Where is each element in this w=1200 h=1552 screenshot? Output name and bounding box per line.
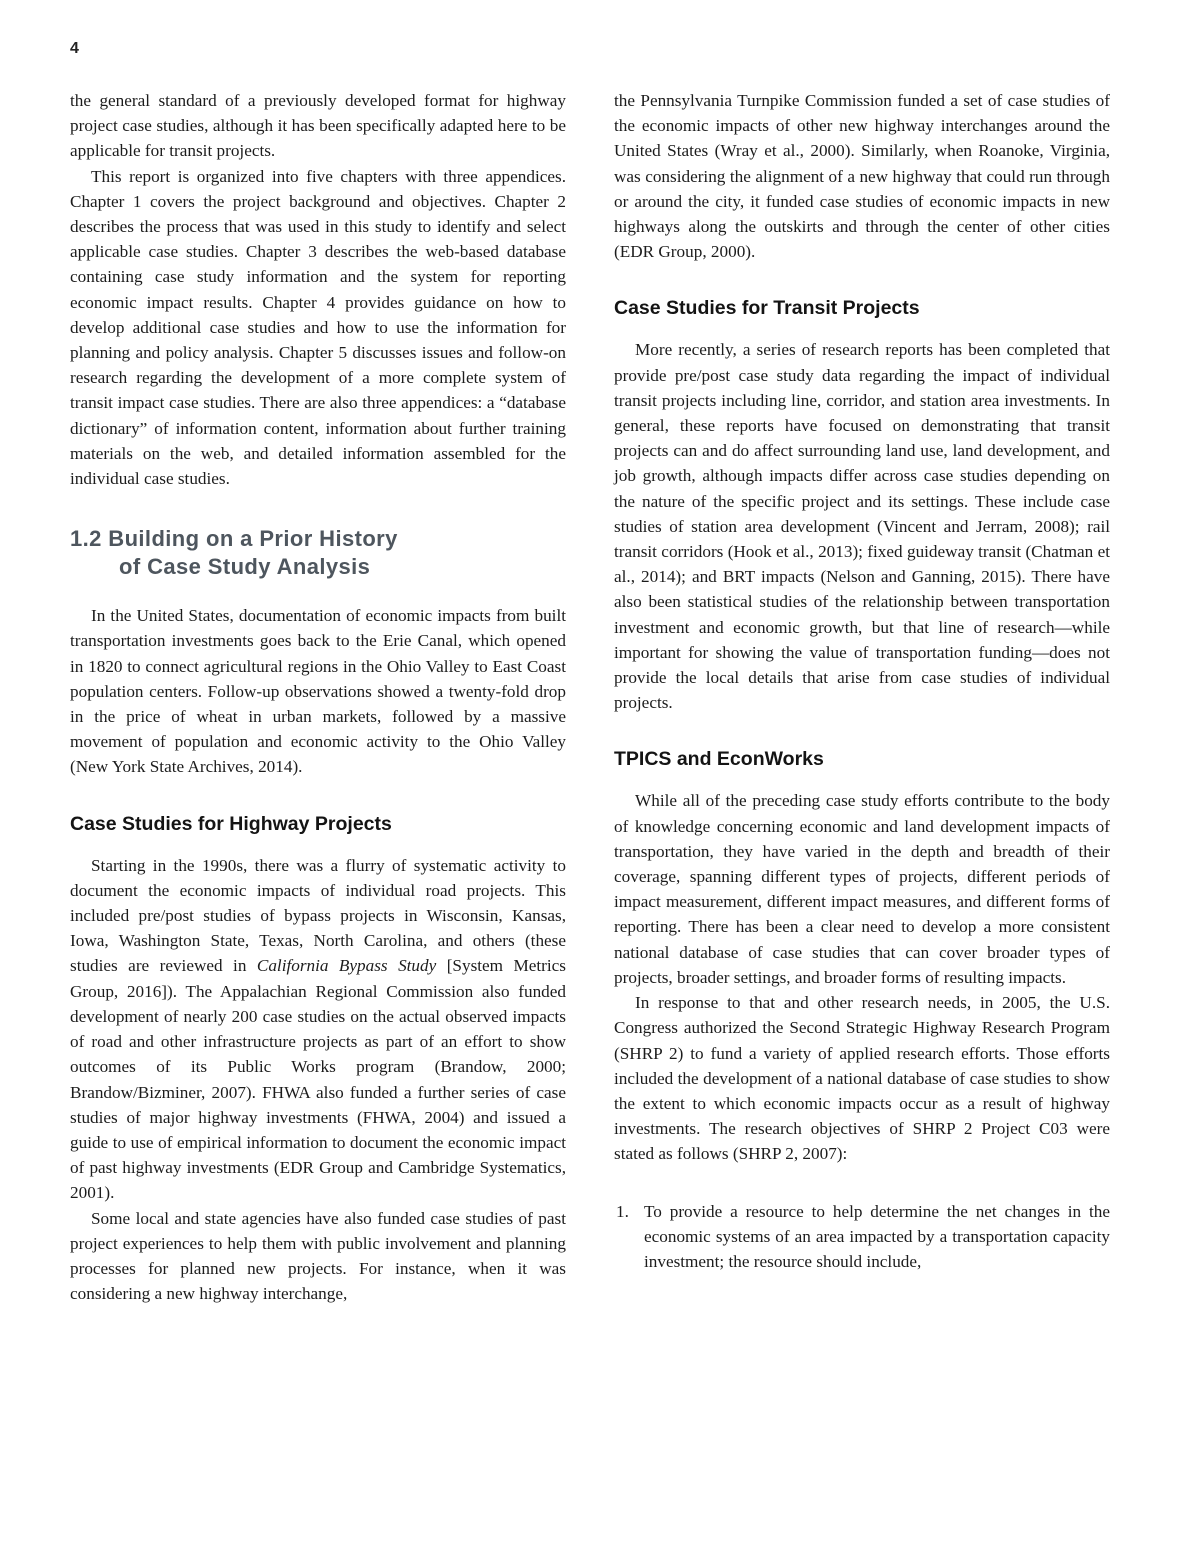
subheading-tpics-econworks: TPICS and EconWorks xyxy=(614,748,824,771)
paragraph-shrp2-response: In response to that and other research needs, in 2005, the U.S. Congress authorized the Second Strategic Highway Research Program (SHRP 2) to fund a variety of applied research efforts. Those efforts included the development of a national database of case studies to show the extent to which economic impacts occur as a result of highway investments. The research objectives of SHRP 2 Project C03 were stated as follows (SHRP 2, 2007): xyxy=(614,993,1110,1164)
paragraph-tpics-overview: While all of the preceding case study efforts contribute to the body of knowledge concerning economic and land development impacts of transportation, they have varied in the depth and breadth of their coverage, spanning different types of projects, different periods of impact measurement, different impact measures, and different forms of reporting. There has been a clear need to develop a more consistent national database of case studies that can cover broader types of projects, broader settings, and broader forms of resulting impacts. xyxy=(614,791,1110,987)
italic-citation-california-bypass-study: California Bypass Study xyxy=(256,956,437,976)
numbered-list-item-1 xyxy=(614,1199,1110,1275)
right-column xyxy=(614,88,1110,1306)
subheading-transit-projects: Case Studies for Transit Projects xyxy=(614,297,920,320)
section-heading-1-2 xyxy=(70,525,566,581)
paragraph-erie-canal-history: In the United States, documentation of economic impacts from built transportation investments goes back to the Erie Canal, which opened in 1820 to connect agricultural regions in the Ohio Valley to East Coast population centers. Follow-up observations showed a twenty-fold drop in the price of wheat in urban markets, followed by a massive movement of population and economic activity to the Ohio Valley (New York State Archives, 2014). xyxy=(70,606,566,777)
list-item-marker: 1. xyxy=(616,1201,629,1221)
paragraph-highway-text-post: [System Metrics Group, 2016]). The Appalachian Regional Commission also funded development of nearly 200 case studies on the actual observed impacts of road and other infrastructure projects as part of an effort to show outcomes of its Public Works program (Brandow, 2000; Brandow/Bizminer, 2007). FHWA also funded a further series of case studies of major highway investments (FHWA, 2004) and issued a guide to use of empirical information to document the economic impact of past highway investments (EDR Group and Cambridge Systematics, 2001). xyxy=(70,956,566,1203)
paragraph-transit-case-studies: More recently, a series of research reports has been completed that provide pre/post case study data regarding the impact of individual transit projects including line, corridor, and station area investments. In general, these reports have focused on demonstrating that transit projects can and do affect surrounding land use, land development, and job growth, although impacts differ across case studies depending on the nature of the specific project and its settings. These include case studies of station area development (Vincent and Jerram, 2008); rail transit corridors (Hook et al., 2013); fixed guideway transit (Chatman et al., 2014); and BRT impacts (Nelson and Ganning, 2015). There have also been statistical studies of the relationship between transportation investment and economic growth, but that line of research—while important for showing the value of transportation funding—does not provide the local details that arise from case studies of individual projects. xyxy=(614,340,1110,713)
section-heading-line2: of Case Study Analysis xyxy=(119,554,371,580)
two-column-layout xyxy=(70,88,1110,1306)
paragraph-pennsylvania-turnpike: the Pennsylvania Turnpike Commission funded a set of case studies of the economic impacts of other new highway interchanges around the United States (Wray et al., 2000). Similarly, when Roanoke, Virginia, was considering the alignment of a new highway that could run through or around the city, it funded case studies of economic impacts in new highways along the outskirts and through the center of other cities (EDR Group, 2000). xyxy=(614,91,1110,262)
paragraph-highway-case-studies xyxy=(70,853,566,1206)
paragraph-report-overview: This report is organized into five chapters with three appendices. Chapter 1 covers the project background and objectives. Chapter 2 describes the process that was used in this study to identify and select applicable case studies. Chapter 3 describes the web-based database containing case study information and the system for reporting economic impact results. Chapter 4 provides guidance on how to develop additional case studies and how to use the information for planning and policy analysis. Chapter 5 discusses issues and follow-on research regarding the development of a more complete system of transit impact case studies. There are also three appendices: a “database dictionary” of information content, information about further training materials on the web, and detailed information assembled for the individual case studies. xyxy=(70,166,566,489)
paragraph-highway-text-pre: Starting in the 1990s, there was a flurry of systematic activity to document the economic impacts of individual road projects. This included pre/post studies of bypass projects in Wisconsin, Kansas, Iowa, Washington State, Texas, North Carolina, and others (these studies are reviewed in xyxy=(70,855,566,976)
section-heading-line1: 1.2 Building on a Prior History xyxy=(70,526,398,552)
paragraph-local-state-agencies: Some local and state agencies have also funded case studies of past project experiences to help them with public involvement and planning processes for planned new projects. For instance, when it was considering a new highway interchange, xyxy=(70,1208,566,1304)
left-column xyxy=(70,88,566,1306)
list-item-text: To provide a resource to help determine the net changes in the economic systems of an area impacted by a transportation capacity investment; the resource should include, xyxy=(644,1201,1110,1271)
subheading-highway-projects: Case Studies for Highway Projects xyxy=(70,812,392,835)
page-number: 4 xyxy=(70,40,79,57)
paragraph-intro-continuation: the general standard of a previously developed format for highway project case studies, although it has been specifically adapted here to be applicable for transit projects. xyxy=(70,91,566,161)
